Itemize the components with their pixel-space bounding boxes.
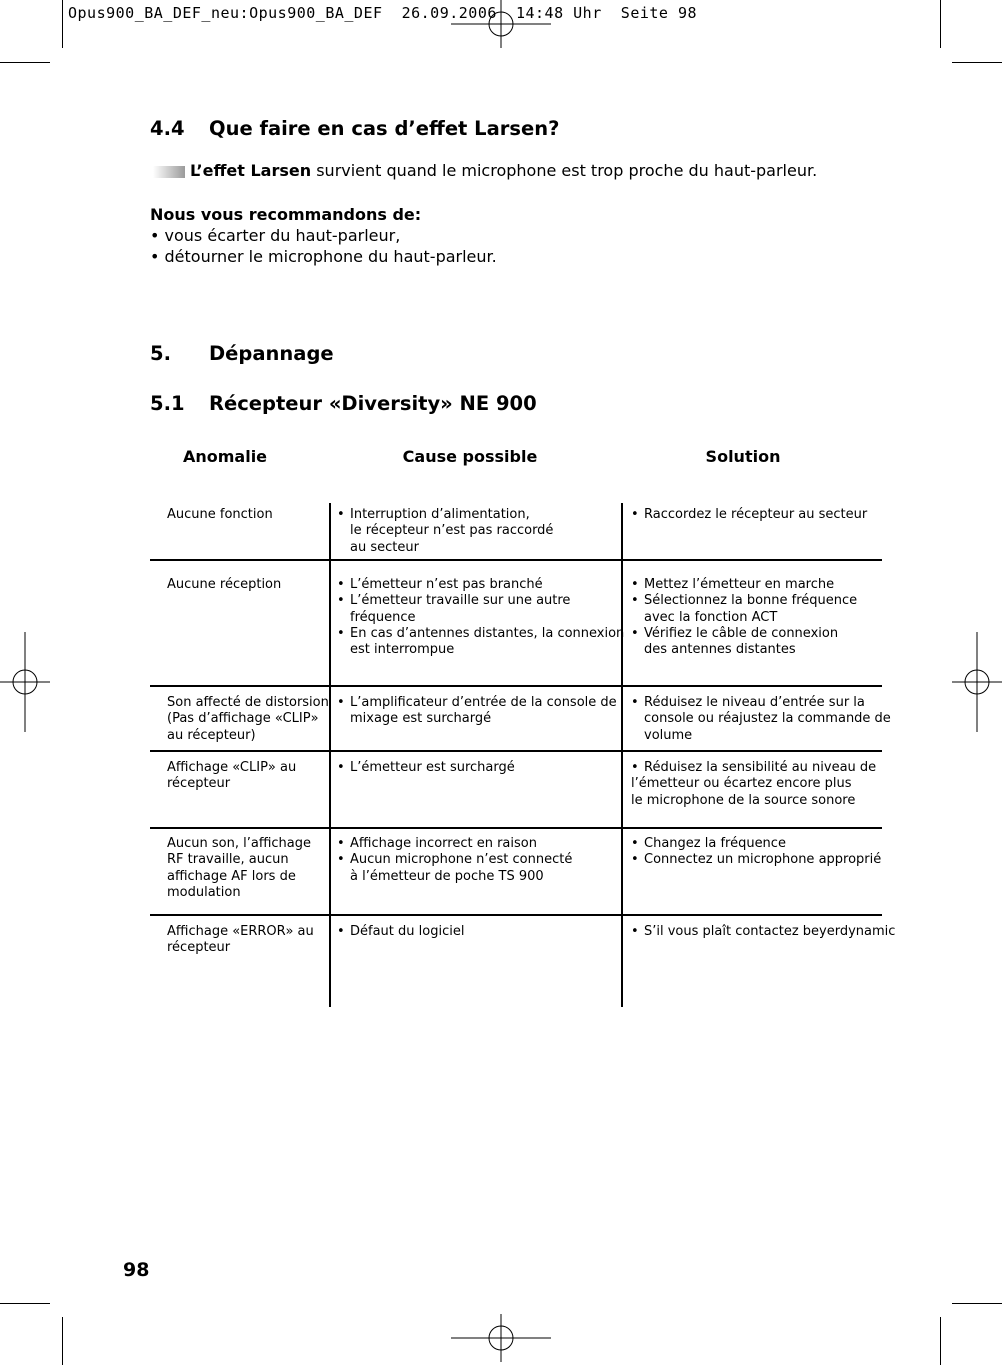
- note-marker-icon: [153, 166, 185, 178]
- section-heading-4-4: [150, 117, 750, 143]
- table-cell-solution: • Mettez l’émetteur en marche • Sélectionnez la bonne fréquence avec la fonction ACT • Vérifiez le câble de connexion des antennes distantes: [631, 577, 858, 658]
- column-header-solution: Solution: [705, 447, 781, 466]
- table-cell-cause: • L’amplificateur d’entrée de la console de mixage est surchargé: [337, 695, 617, 727]
- column-header-cause: Cause possible: [402, 447, 538, 466]
- larsen-note: L’effet Larsen survient quand le microphone est trop proche du haut-parleur.: [190, 161, 818, 180]
- section-number: 4.4: [150, 117, 185, 140]
- recommend-heading: Nous vous recommandons de:: [150, 205, 422, 224]
- printer-slug: Opus900_BA_DEF_neu:Opus900_BA_DEF 26.09.2006 14:48 Uhr Seite 98: [68, 4, 698, 22]
- table-cell-cause: • L’émetteur n’est pas branché • L’émetteur travaille sur une autre fréquence • En cas d’antennes distantes, la connexion est interrompue: [337, 577, 625, 658]
- table-cell-cause: • Interruption d’alimentation, le récepteur n’est pas raccordé au secteur: [337, 507, 554, 555]
- recommendations: [150, 204, 497, 267]
- table-cell-solution: • Réduisez le niveau d’entrée sur la console ou réajustez la commande de volume: [631, 695, 891, 743]
- section-heading-5-1: 5.1 Récepteur «Diversity» NE 900: [150, 392, 537, 415]
- table-cell-anomalie: Son affecté de distorsion (Pas d’affichage «CLIP» au récepteur): [167, 695, 329, 743]
- table-cell-anomalie: Aucun son, l’affichage RF travaille, aucun affichage AF lors de modulation: [167, 836, 312, 900]
- table-cell-solution: • Raccordez le récepteur au secteur: [631, 507, 868, 522]
- table-cell-cause: • L’émetteur est surchargé: [337, 760, 515, 775]
- page-number: 98: [123, 1259, 150, 1281]
- section-heading-5: 5. Dépannage: [150, 342, 334, 365]
- table-cell-solution: • Réduisez la sensibilité au niveau de l’émetteur ou écartez encore plus le microphone de la source sonore: [631, 760, 877, 808]
- table-cell-anomalie: Aucune fonction: [167, 507, 273, 522]
- table-cell-cause: • Défaut du logiciel: [337, 924, 465, 939]
- table-cell-anomalie: Aucune réception: [167, 577, 282, 592]
- list-item: • vous écarter du haut-parleur,: [150, 226, 401, 245]
- column-header-anomalie: Anomalie: [182, 447, 268, 466]
- list-item: • détourner le microphone du haut-parleur.: [150, 247, 497, 266]
- table-cell-anomalie: Affichage «ERROR» au récepteur: [167, 924, 314, 956]
- table-cell-cause: • Affichage incorrect en raison • Aucun microphone n’est connecté à l’émetteur de poche TS 900: [337, 836, 573, 884]
- table-cell-anomalie: Affichage «CLIP» au récepteur: [167, 760, 297, 792]
- section-title: Que faire en cas d’effet Larsen?: [209, 117, 560, 140]
- table-cell-solution: • Changez la fréquence • Connectez un microphone approprié: [631, 836, 882, 868]
- table-cell-solution: • S’il vous plaît contactez beyerdynamic: [631, 924, 896, 939]
